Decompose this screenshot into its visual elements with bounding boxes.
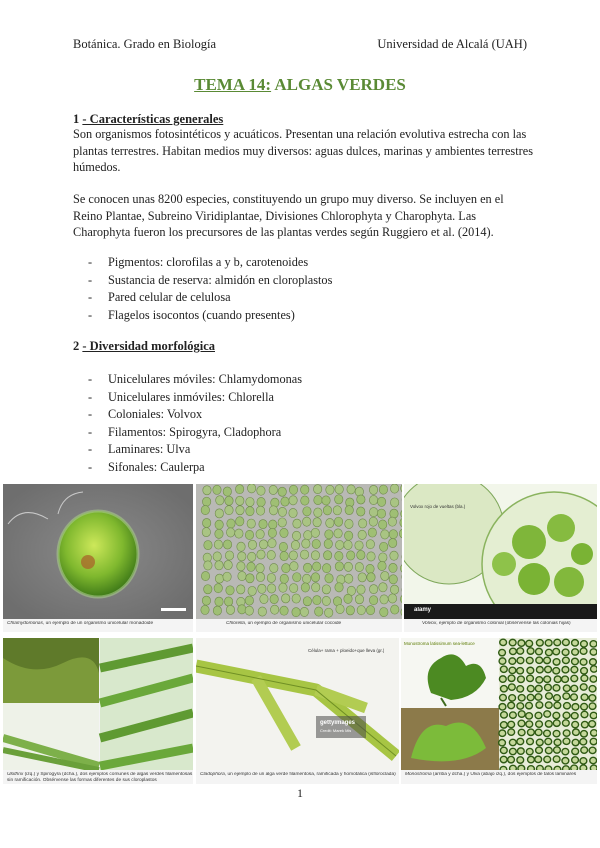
list-item: - Unicelulares inmóviles: Chlorella — [88, 389, 274, 404]
section1-number: 1 — [73, 112, 83, 126]
header-left: Botánica. Grado en Biología — [73, 37, 217, 51]
section2-heading-text: - Diversidad morfológica — [82, 339, 215, 353]
section2-heading — [73, 339, 215, 354]
list-item: - Sifonales: Caulerpa — [88, 459, 205, 474]
chlorella-image — [196, 484, 402, 619]
caption-chlorella: Chlorella, un ejemplo de organismo unicelular cocoide — [226, 621, 342, 626]
getty-watermark: gettyimages — [320, 720, 356, 726]
caption-cladophora: Cladophora, un ejemplo de un alga verde filamentosa, ramificada y homotálica (isfloroclada) — [200, 772, 396, 777]
monostroma-ulva-figure — [401, 638, 597, 784]
volvox-figure — [404, 484, 597, 632]
section1-list — [88, 254, 332, 324]
page-number: 1 — [297, 786, 303, 800]
list-item: - Pared celular de celulosa — [88, 290, 231, 304]
caption-chlamydomonas: Chlamydomonas, un ejemplo de un organismo unicelular monadoide — [7, 621, 154, 626]
chlamydomonas-figure — [3, 484, 193, 632]
section1-para2: Se conocen unas 8200 especies, constituyendo un grupo muy diverso. Se incluyen en el Reino Plantae, Subreino Viridiplantae, Divisiones Chlorophyta y Charophyta. Las Charophyta fueron los precursores de las plantas verdes según Ruggiero et al. (2014). — [73, 192, 504, 239]
getty-watermark-sub: Credit: Marek Mis — [320, 728, 352, 733]
section2-number: 2 — [73, 339, 83, 353]
list-item: - Laminares: Ulva — [88, 442, 191, 456]
section2-list — [88, 371, 302, 476]
section1-heading — [73, 112, 223, 127]
cladophora-image — [196, 638, 399, 770]
list-item: - Flagelos isocontos (cuando presentes) — [88, 307, 295, 322]
page-title — [0, 75, 600, 95]
ulothrix-spirogyra-image — [3, 638, 193, 770]
header-right: Universidad de Alcalá (UAH) — [377, 37, 527, 51]
list-item: - Coloniales: Volvox — [88, 407, 203, 421]
list-item: - Sustancia de reserva: almidón en cloroplastos — [88, 272, 333, 287]
monostroma-label: Monostroma latissimum sea-lettuce — [404, 641, 475, 646]
chlamydomonas-image — [3, 484, 193, 619]
title-rest: ALGAS VERDES — [271, 75, 406, 94]
volvox-label: Volvox rojo de vueltas (bla.) — [410, 504, 466, 509]
section1-heading-text: - Características generales — [82, 112, 224, 126]
title-prefix: TEMA 14: — [194, 75, 272, 94]
ulothrix-spirogyra-figure — [3, 638, 193, 784]
cladophora-label: Célula+ rama + ploeido+que lleva (gr.) — [308, 648, 385, 653]
caption-monostroma: Monostroma (arriba y dcha.) y Ulva (abajo izq.), dos ejemplos de talos laminares — [405, 772, 577, 777]
cladophora-figure — [196, 638, 399, 784]
alamy-watermark: alamy — [414, 607, 432, 613]
list-item: - Unicelulares móviles: Chlamydomonas — [88, 372, 302, 386]
chlorella-figure — [196, 484, 402, 632]
list-item: - Pigmentos: clorofilas a y b, carotenoides — [88, 255, 309, 269]
caption-ulothrix: Ulothrix (izq.) y Spirogyra (dcha.), dos ejemplos comunes de algas verdes filamentosas sin ramificación. Obsérvense las formas diferentes de sus cloroplastos — [7, 772, 193, 783]
monostroma-ulva-image — [401, 638, 597, 770]
section1-para1: Son organismos fotosintéticos y acuáticos. Presentan una relación evolutiva estrecha con las plantas terrestres. Habitan medios muy diversos: aguas dulces, marinas y ambientes terrestres húmedos. — [73, 127, 533, 174]
caption-volvox: Volvox, ejemplo de organismo colonial (obsérvense las colonias hijas) — [422, 621, 571, 626]
list-item: - Filamentos: Spirogyra, Cladophora — [88, 424, 282, 439]
